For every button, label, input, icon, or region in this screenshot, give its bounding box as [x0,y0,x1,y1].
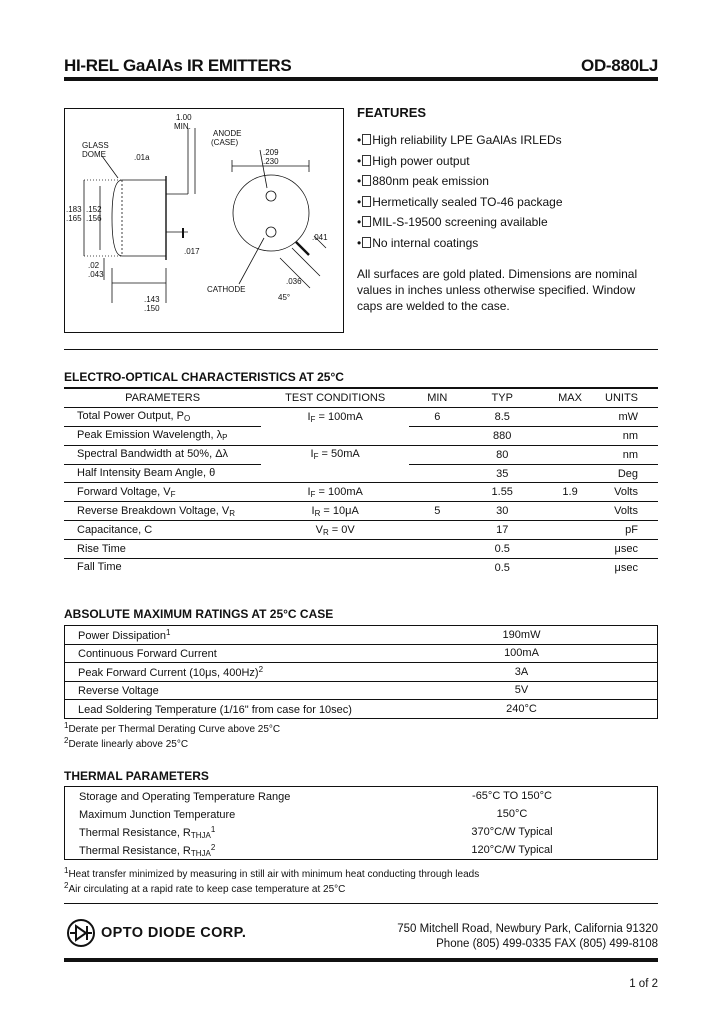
dim-label-13: .043 [88,270,104,279]
units-cell: nm [601,445,658,464]
param-cell: Fall Time [64,559,261,577]
typ-cell: 35 [465,464,539,483]
checkbox-icon [362,155,371,166]
param-cell: Total Power Output, $P_O$ [77,410,191,424]
can-body [112,180,166,256]
condition-cell [261,426,409,445]
value-cell: 100mA [442,644,658,663]
param-cell: Capacitance, C [64,521,261,540]
min-cell [409,483,465,502]
thermal-footnotes [64,865,479,895]
feature-item: • High reliability LPE GaAlAs IRLEDs [357,133,562,147]
max-cell [539,521,601,540]
table-row [64,426,658,445]
value-cell: 5V [442,681,658,700]
dim-label-cathode: CATHODE [207,285,246,294]
feature-item: • MIL-S-19500 screening available [357,215,548,229]
max-cell [539,464,601,483]
company-logo [66,918,246,948]
absolute-max-footnotes [64,720,280,750]
param-cell: Thermal Resistance, $R_{THJA}^1$ [79,824,216,840]
value-cell: 240°C [442,700,658,719]
param-cell: Lead Soldering Temperature (1/16" from case for 10sec) [65,700,443,719]
param-cell: Forward Voltage, $V_F$ [64,483,261,502]
min-cell [409,559,465,577]
table-row [64,483,658,502]
feature-item: • No internal coatings [357,235,479,250]
max-cell [539,502,601,521]
dim-label-case: (CASE) [211,138,239,147]
dim-label-16: .150 [144,304,160,313]
condition-cell [261,540,409,559]
features-list [357,130,563,253]
checkbox-icon [362,134,371,145]
table-row [64,464,658,483]
dim-label-15: .143 [144,295,160,304]
package-outline-drawing [64,108,344,333]
units-cell: Deg [601,464,658,483]
param-cell: Half Intensity Beam Angle, θ [64,464,261,483]
feature-item: • High power output [357,153,470,168]
min-cell [409,464,465,483]
section-divider [64,349,658,350]
dim-label-10: .017 [184,247,200,256]
typ-cell: 17 [465,521,539,540]
table-row [65,823,658,841]
document-title: HI-REL GaAlAs IR EMITTERS [64,56,292,75]
absolute-max-table [64,625,658,719]
typ-cell: 0.5 [465,540,539,559]
checkbox-icon [362,237,371,248]
value-cell: -65°C TO 150°C [472,790,552,802]
units-cell: μsec [601,540,658,559]
table-row [65,841,658,860]
dim-label-2: MIN. [174,122,191,131]
max-cell: 1.9 [539,483,601,502]
units-cell: pF [601,521,658,540]
param-cell: Peak Emission Wavelength, $\lambda_P$ [64,426,261,445]
part-number: OD-880LJ [581,56,658,75]
condition-cell: $I_F = 100mA$ [261,407,409,426]
condition-cell: $V_R = 0V$ [261,521,409,540]
orientation-tab [296,242,309,255]
max-cell [539,407,601,426]
min-cell: 5 [409,502,465,521]
units-cell: mW [618,410,638,423]
checkbox-icon [362,196,371,207]
min-cell [409,445,465,464]
param-cell: Peak Forward Current (10μs, 400Hz)$^2$ [65,663,443,682]
table-row [64,521,658,540]
typ-cell: 880 [465,426,539,445]
table-row [64,559,658,577]
footnote-1: $^1$Heat transfer minimized by measuring in still air with minimum heat conducting through leads [64,866,480,880]
dome-leader [102,156,118,178]
param-cell: Continuous Forward Current [65,644,443,663]
table-row [65,626,658,645]
dim-label-8: .152 [86,205,102,214]
dim-label-17: 45° [278,293,291,302]
max-cell [539,559,601,577]
dim-label-anode: ANODE [213,129,242,138]
table-row [65,787,658,806]
min-cell: 6 [434,410,441,423]
dim-label-dome: DOME [82,150,106,159]
table-row [64,407,658,426]
min-cell [409,540,465,559]
footnote-2: $^2$Derate linearly above 25°C [64,736,189,750]
value-cell: 3A [442,663,658,682]
dim-label-11: .041 [312,233,328,242]
param-cell: Storage and Operating Temperature Range [79,790,291,803]
diode-logo-icon [66,918,96,948]
typ-cell: 8.5 [494,410,510,423]
units-cell: Volts [601,502,658,521]
col-units: UNITS [601,389,658,407]
absolute-max-title: ABSOLUTE MAXIMUM RATINGS AT 25°C CASE [64,607,334,621]
footnote-2: $^2$Air circulating at a rapid rate to keep case temperature at 25°C [64,881,346,895]
cathode-leader [239,238,264,284]
dim-label-14: .036 [286,277,302,286]
units-cell: μsec [601,559,658,577]
electro-optical-table [64,389,658,577]
param-cell: Power Dissipation$^1$ [65,626,443,645]
condition-cell [261,464,409,483]
typ-cell: 30 [465,502,539,521]
table-row [65,805,658,823]
param-cell: Reverse Breakdown Voltage, $V_R$ [64,502,261,521]
dim-label-1: 1.00 [176,113,192,122]
col-test-conditions: TEST CONDITIONS [261,389,409,407]
features-title: FEATURES [357,105,427,120]
dim-label-3: .01a [134,153,150,162]
footer-top-rule [64,903,658,904]
footnote-1: $^1$Derate per Thermal Derating Curve above 25°C [64,721,281,735]
min-cell [409,426,465,445]
company-address-block [397,922,658,952]
table-row [64,540,658,559]
end-view-can [233,175,309,251]
typ-cell: 0.5 [465,559,539,577]
max-cell [539,445,601,464]
value-cell: 150°C [496,808,528,820]
table-row [64,502,658,521]
features-notes: All surfaces are gold plated. Dimensions are nominal values in inches unless otherwise specified. Window caps are welded to the case. [357,267,638,313]
param-cell: Thermal Resistance, $R_{THJA}^2$ [79,842,216,858]
col-max: MAX [539,389,601,407]
param-cell: Rise Time [64,540,261,559]
condition-cell [261,559,409,577]
col-min: MIN [409,389,465,407]
table-row [65,663,658,682]
param-cell: Spectral Bandwidth at 50%, Δλ [64,445,261,464]
footer-rule [64,958,658,962]
dim-label-4: .209 [263,148,279,157]
table-row [64,445,658,464]
condition-cell: $I_R = 10\mu A$ [261,502,409,521]
typ-cell: 1.55 [465,483,539,502]
thermal-title: THERMAL PARAMETERS [64,769,209,783]
electro-optical-title: ELECTRO-OPTICAL CHARACTERISTICS AT 25°C [64,370,344,384]
company-address: 750 Mitchell Road, Newbury Park, California 91320 [397,923,658,935]
table-row [65,644,658,663]
typ-cell: 80 [465,445,539,464]
max-cell [539,540,601,559]
max-cell [539,426,601,445]
col-typ: TYP [465,389,539,407]
min-cell [409,521,465,540]
param-cell: Maximum Junction Temperature [79,808,236,821]
page-number: 1 of 2 [629,978,658,990]
company-phone: Phone (805) 499-0335 FAX (805) 499-8108 [436,938,658,950]
cathode-pin [266,227,276,237]
checkbox-icon [362,175,371,186]
checkbox-icon [362,216,371,227]
value-cell: 190mW [442,626,658,645]
col-parameters: PARAMETERS [64,389,261,407]
condition-cell: $I_F = 100mA$ [261,483,409,502]
value-cell: 370°C/W Typical [471,826,553,838]
header-rule [64,77,658,81]
dim-label-glass: GLASS [82,141,109,150]
company-name: OPTO DIODE CORP. [101,925,247,941]
thermal-table [64,786,658,860]
dim-label-9: .156 [86,214,102,223]
units-cell: Volts [601,483,658,502]
dim-label-7: .165 [66,214,82,223]
feature-item: • Hermetically sealed TO-46 package [357,194,563,209]
table-row [65,681,658,700]
dim-label-12: .02 [88,261,100,270]
condition-cell: $I_F = 50mA$ [261,445,409,464]
units-cell: nm [601,426,658,445]
dim-label-5: .230 [263,157,279,166]
dim-label-6: .183 [66,205,82,214]
feature-item: • 880nm peak emission [357,174,489,188]
param-cell: Reverse Voltage [65,681,443,700]
anode-pin [266,191,276,201]
table-header-row [64,389,658,407]
table-row [65,700,658,719]
value-cell: 120°C/W Typical [471,844,553,856]
